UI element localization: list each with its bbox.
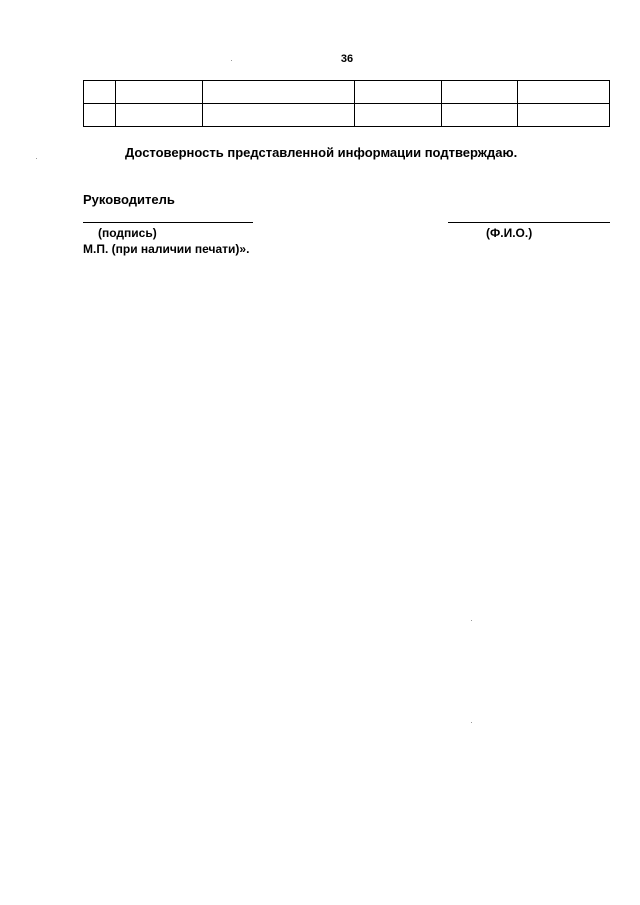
full-name-line	[448, 222, 610, 223]
table-cell	[518, 104, 610, 127]
table-cell	[84, 81, 116, 104]
table-cell	[442, 81, 518, 104]
scan-speck	[36, 158, 37, 159]
confirmation-statement: Достоверность представленной информации подтверждаю.	[125, 145, 518, 160]
table-cell	[442, 104, 518, 127]
scan-speck	[231, 60, 232, 61]
table-cell	[355, 81, 442, 104]
table-row	[84, 81, 610, 104]
head-role-label: Руководитель	[83, 192, 175, 207]
table-row	[84, 104, 610, 127]
table-cell	[84, 104, 116, 127]
form-table-fragment	[83, 80, 610, 127]
table-cell	[518, 81, 610, 104]
table-cell	[116, 104, 203, 127]
table-cell	[203, 81, 355, 104]
stamp-note: М.П. (при наличии печати)».	[83, 242, 250, 256]
table-cell	[116, 81, 203, 104]
scan-speck	[471, 722, 472, 723]
table-cell	[355, 104, 442, 127]
scan-speck	[471, 620, 472, 621]
signature-line	[83, 222, 253, 223]
page-number: 36	[340, 53, 354, 65]
full-name-caption: (Ф.И.О.)	[486, 226, 533, 240]
table-cell	[203, 104, 355, 127]
signature-caption: (подпись)	[98, 226, 157, 240]
